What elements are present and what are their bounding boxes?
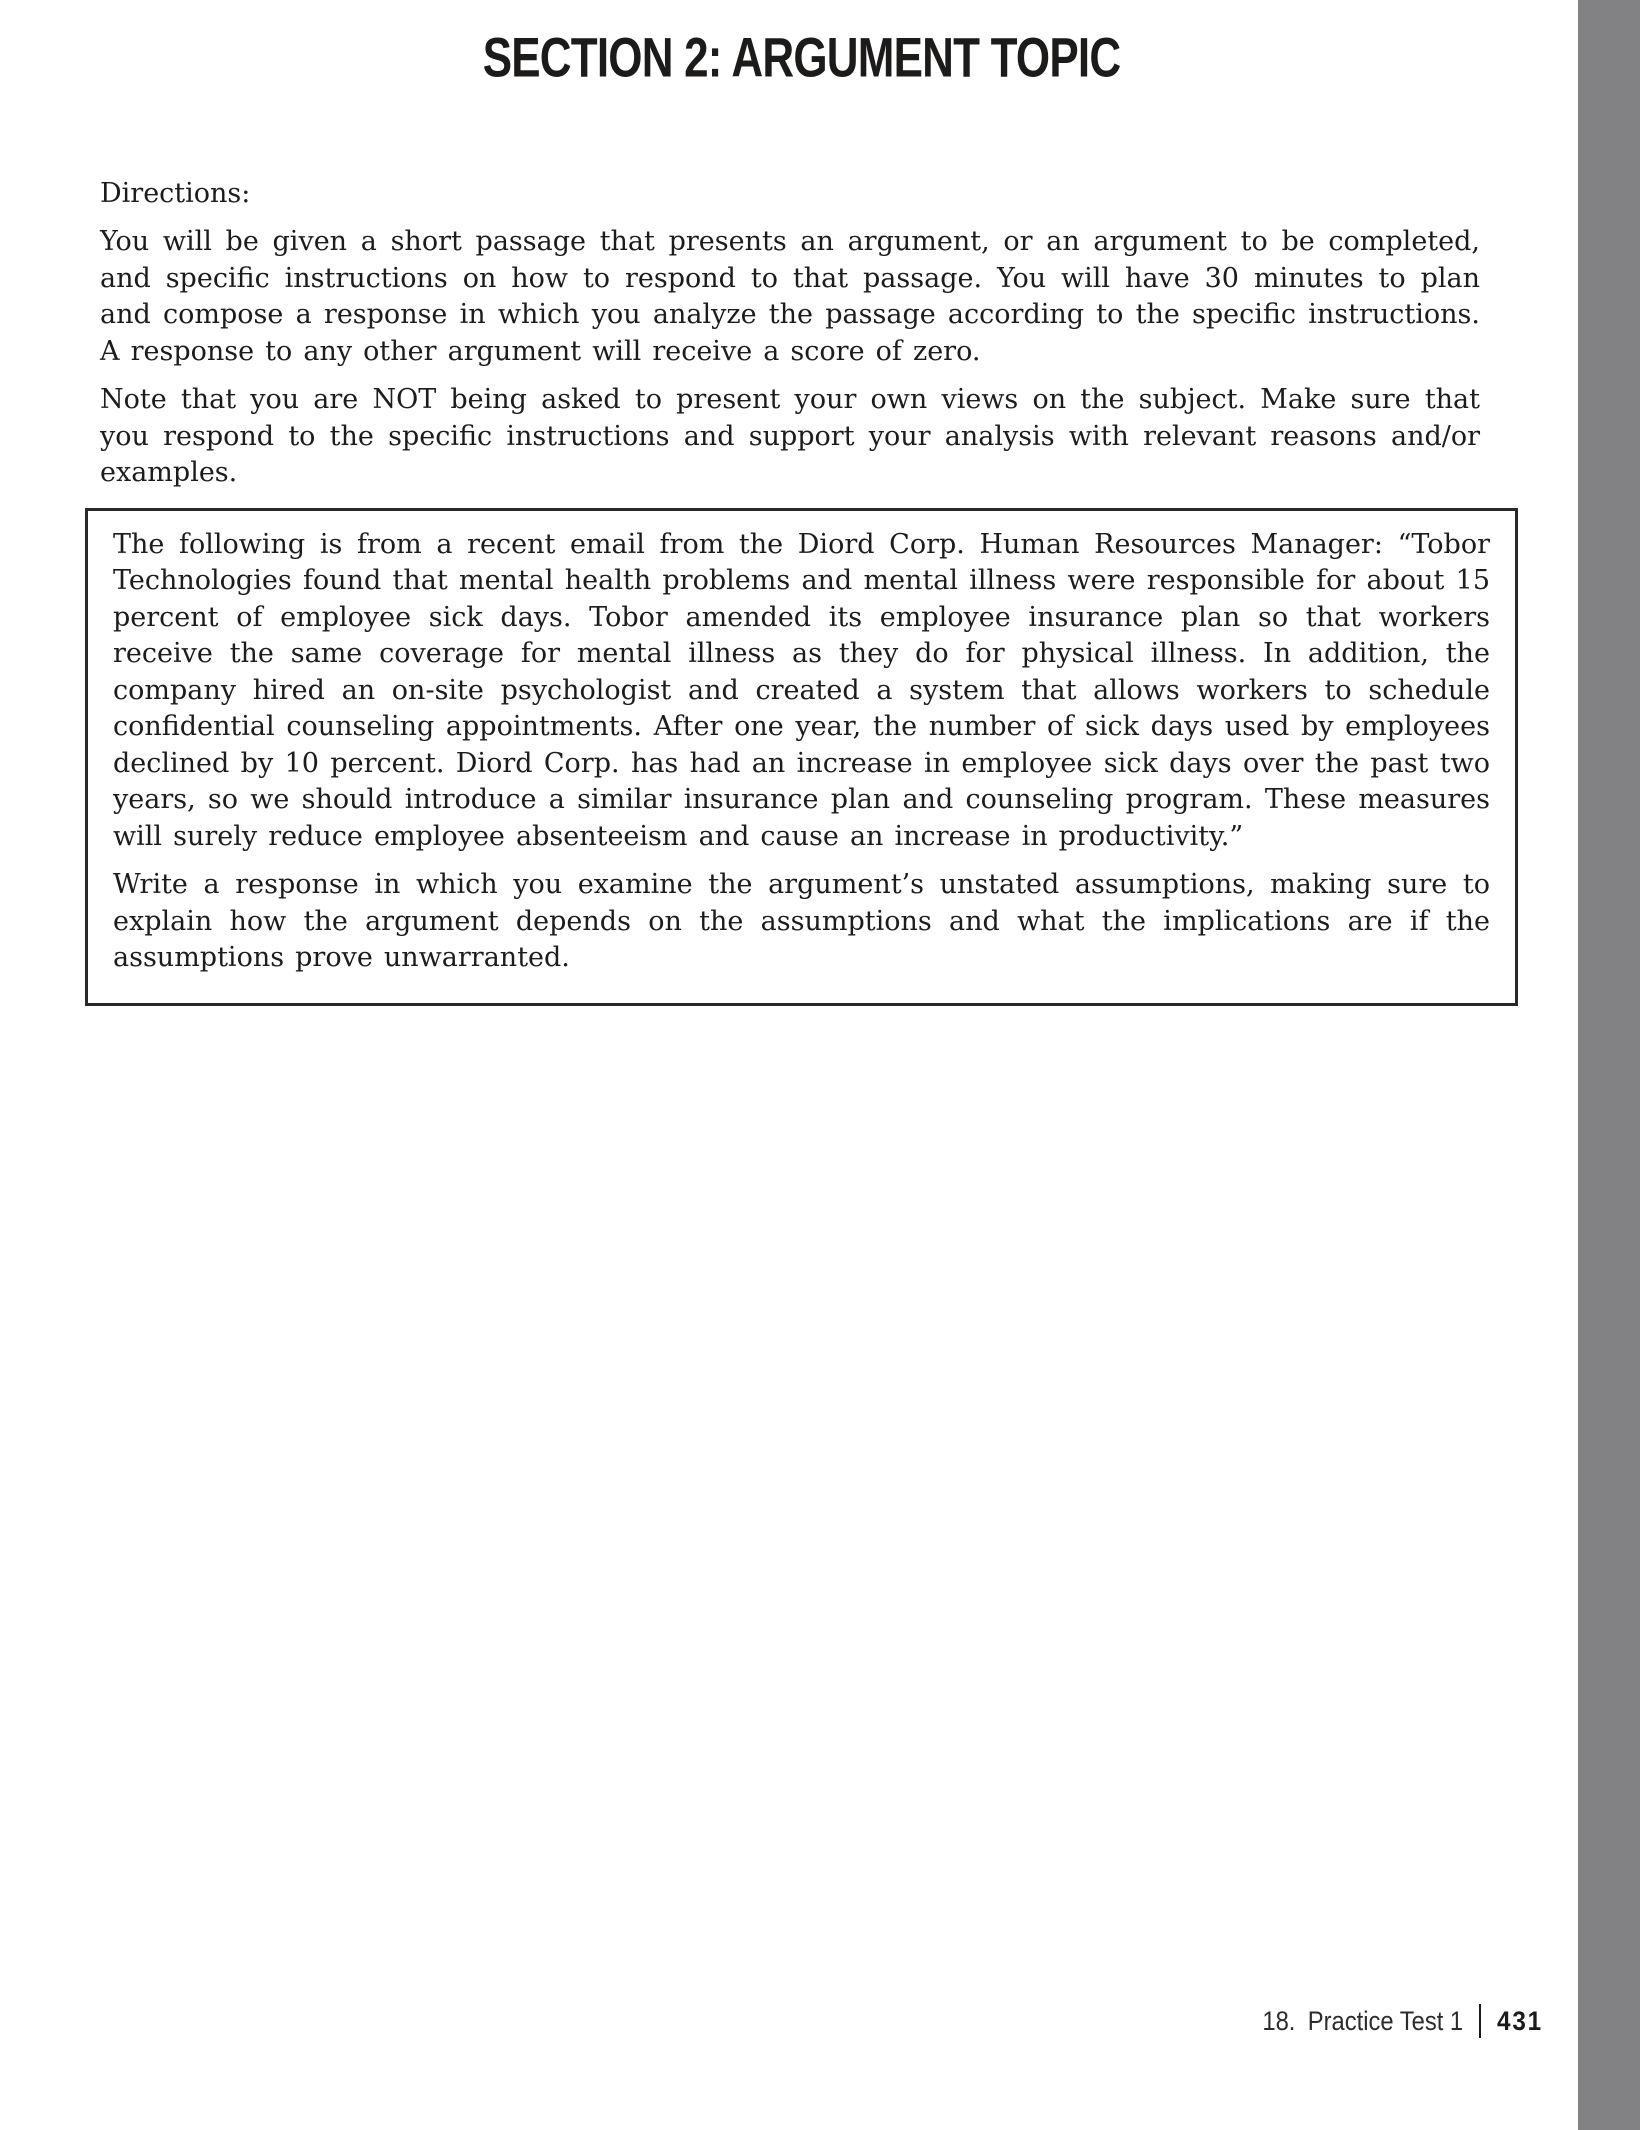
page-edge-gray-bar: [1578, 0, 1640, 2130]
footer-divider-rule: [1479, 2004, 1481, 2038]
directions-paragraph-2: Note that you are NOT being asked to present your own views on the subject. Make sure that you respond to the specific instructions and support your analysis with relevant reasons and/or examples.: [100, 384, 1480, 488]
footer-chapter-number: 18.: [1262, 2005, 1296, 2036]
page-footer: [1235, 2004, 1548, 2038]
directions-paragraph-1: You will be given a short passage that presents an argument, or an argument to be completed, and specific instructions on how to respond to that passage. You will have 30 minutes to plan and compose a response in which you analyze the passage according to the specific instructions. A response to any other argument will receive a score of zero.: [100, 226, 1480, 367]
argument-prompt-box: [85, 508, 1518, 1006]
writing-task-paragraph: Write a response in which you examine the argument’s unstated assumptions, making sure to explain how the argument depends on the assumptions and what the implications are if the assumptions prove unwarranted.: [113, 869, 1490, 973]
content-column: [85, 0, 1518, 1006]
page-title-text: SECTION 2: ARGUMENT TOPIC: [482, 25, 1121, 89]
footer-page-number: 431: [1496, 2005, 1543, 2036]
footer-chapter-title: Practice Test 1: [1307, 2005, 1463, 2036]
directions-label: Directions:: [100, 178, 251, 209]
argument-passage-paragraph: The following is from a recent email from the Diord Corp. Human Resources Manager: “Tobor Technologies found that mental health problems and mental illness were responsible for about 15 percent of employee sick days. Tobor amended its employee insurance plan so that workers receive the same coverage for mental illness as they do for physical illness. In addition, the company hired an on-site psychologist and created a system that allows workers to schedule confidential counseling appointments. After one year, the number of sick days used by employees declined by 10 percent. Diord Corp. has had an increase in employee sick days over the past two years, so we should introduce a similar insurance plan and counseling program. These measures will surely reduce employee absenteeism and cause an increase in productivity.”: [113, 528, 1490, 852]
page-title: [85, 26, 1518, 90]
footer-chapter-group: [1262, 2006, 1463, 2037]
